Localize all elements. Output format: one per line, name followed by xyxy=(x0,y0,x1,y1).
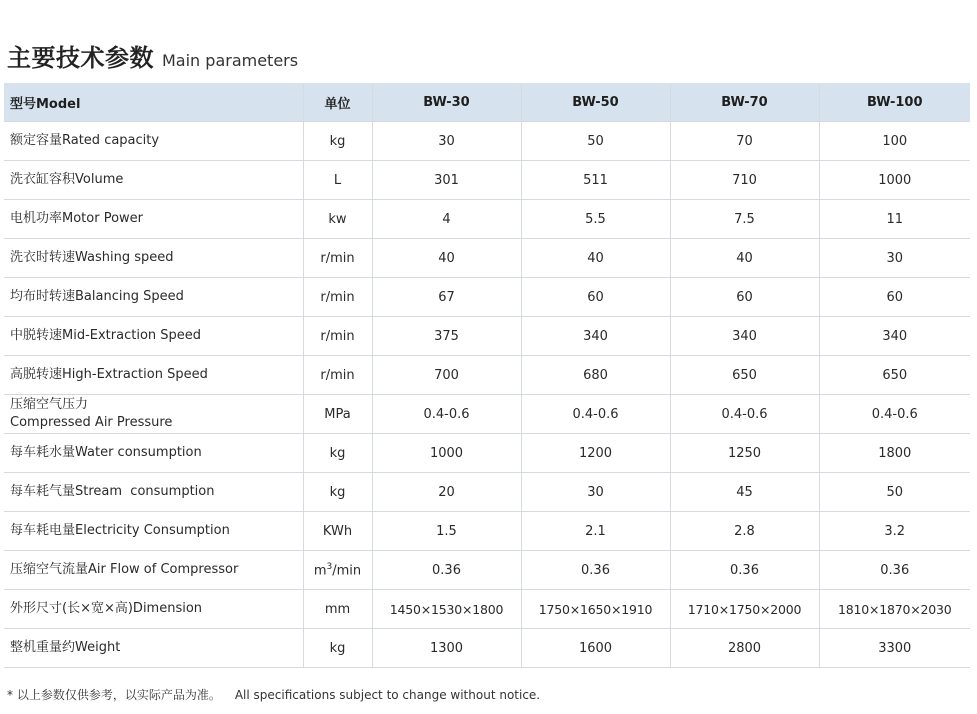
cell-value: 340 xyxy=(521,317,670,356)
cell-value: 20 xyxy=(372,473,521,512)
cell-value: 0.4-0.6 xyxy=(521,395,670,434)
table-row xyxy=(4,317,970,356)
table-row xyxy=(4,629,970,668)
header-unit: 单位 xyxy=(303,83,372,122)
cell-value: 30 xyxy=(521,473,670,512)
table-row xyxy=(4,278,970,317)
cell-value: 50 xyxy=(819,473,970,512)
cell-value: 1000 xyxy=(372,434,521,473)
table-row xyxy=(4,551,970,590)
row-unit: kg xyxy=(303,473,372,512)
footnote xyxy=(7,686,540,703)
cell-value: 0.36 xyxy=(372,551,521,590)
cell-value: 2.1 xyxy=(521,512,670,551)
row-unit: r/min xyxy=(303,356,372,395)
cell-value: 0.4-0.6 xyxy=(372,395,521,434)
table-row xyxy=(4,434,970,473)
cell-value: 1810×1870×2030 xyxy=(819,590,970,629)
row-label-steam-consumption: 每车耗气量Stream consumption xyxy=(4,473,303,512)
cell-value: 11 xyxy=(819,200,970,239)
unit-superscript: 3 xyxy=(326,561,333,572)
row-unit: kg xyxy=(303,122,372,161)
row-unit: r/min xyxy=(303,317,372,356)
row-label-high-extraction-speed: 高脱转速High-Extraction Speed xyxy=(4,356,303,395)
cell-value: 1750×1650×1910 xyxy=(521,590,670,629)
cell-value: 40 xyxy=(372,239,521,278)
cell-value: 2.8 xyxy=(670,512,819,551)
cell-value: 1300 xyxy=(372,629,521,668)
cell-value: 0.4-0.6 xyxy=(819,395,970,434)
table-row xyxy=(4,161,970,200)
header-model-bw50: BW-50 xyxy=(521,83,670,122)
cell-value: 340 xyxy=(819,317,970,356)
row-unit: KWh xyxy=(303,512,372,551)
row-unit xyxy=(303,551,372,590)
row-label-water-consumption: 每车耗水量Water consumption xyxy=(4,434,303,473)
table-row xyxy=(4,473,970,512)
table-row xyxy=(4,356,970,395)
row-unit: r/min xyxy=(303,239,372,278)
table-row xyxy=(4,200,970,239)
row-label-line-en: Compressed Air Pressure xyxy=(10,415,173,430)
cell-value: 60 xyxy=(819,278,970,317)
row-label-balancing-speed: 均布时转速Balancing Speed xyxy=(4,278,303,317)
footnote-english: All specifications subject to change without notice. xyxy=(234,688,541,702)
cell-value: 45 xyxy=(670,473,819,512)
row-label-weight: 整机重量约Weight xyxy=(4,629,303,668)
cell-value: 40 xyxy=(670,239,819,278)
cell-value: 60 xyxy=(521,278,670,317)
row-label-motor-power: 电机功率Motor Power xyxy=(4,200,303,239)
header-model: 型号Model xyxy=(4,83,303,122)
cell-value: 650 xyxy=(819,356,970,395)
cell-value: 5.5 xyxy=(521,200,670,239)
cell-value: 50 xyxy=(521,122,670,161)
row-unit: r/min xyxy=(303,278,372,317)
cell-value: 30 xyxy=(372,122,521,161)
row-unit: L xyxy=(303,161,372,200)
cell-value: 1250 xyxy=(670,434,819,473)
cell-value: 1800 xyxy=(819,434,970,473)
cell-value: 100 xyxy=(819,122,970,161)
header-model-bw30: BW-30 xyxy=(372,83,521,122)
cell-value: 650 xyxy=(670,356,819,395)
cell-value: 1.5 xyxy=(372,512,521,551)
cell-value: 0.36 xyxy=(670,551,819,590)
title-english: Main parameters xyxy=(162,51,299,70)
row-unit: MPa xyxy=(303,395,372,434)
cell-value: 1200 xyxy=(521,434,670,473)
row-label-rated-capacity: 额定容量Rated capacity xyxy=(4,122,303,161)
cell-value: 7.5 xyxy=(670,200,819,239)
row-unit: kg xyxy=(303,434,372,473)
parameters-table xyxy=(4,83,970,668)
cell-value: 40 xyxy=(521,239,670,278)
cell-value: 0.4-0.6 xyxy=(670,395,819,434)
table-row xyxy=(4,512,970,551)
cell-value: 0.36 xyxy=(521,551,670,590)
cell-value: 60 xyxy=(670,278,819,317)
table-header-row xyxy=(4,83,970,122)
cell-value: 511 xyxy=(521,161,670,200)
table-row xyxy=(4,239,970,278)
cell-value: 340 xyxy=(670,317,819,356)
cell-value: 1000 xyxy=(819,161,970,200)
cell-value: 1600 xyxy=(521,629,670,668)
unit-base: m xyxy=(313,563,327,579)
row-unit: kw xyxy=(303,200,372,239)
row-label-washing-speed: 洗衣时转速Washing speed xyxy=(4,239,303,278)
header-model-bw100: BW-100 xyxy=(819,83,970,122)
row-label-compressed-air-pressure xyxy=(4,395,303,434)
page-title xyxy=(7,38,298,72)
cell-value: 0.36 xyxy=(819,551,970,590)
row-label-electricity-consumption: 每车耗电量Electricity Consumption xyxy=(4,512,303,551)
row-label-volume: 洗衣缸容积Volume xyxy=(4,161,303,200)
table-row xyxy=(4,122,970,161)
title-chinese: 主要技术参数 xyxy=(7,44,154,72)
cell-value: 3300 xyxy=(819,629,970,668)
table-row xyxy=(4,395,970,434)
row-label-line-cn: 压缩空气压力 xyxy=(10,397,89,413)
cell-value: 680 xyxy=(521,356,670,395)
row-unit: kg xyxy=(303,629,372,668)
footnote-chinese: * 以上参数仅供参考，以实际产品为准。 xyxy=(7,688,221,702)
cell-value: 1450×1530×1800 xyxy=(372,590,521,629)
table-row xyxy=(4,590,970,629)
row-label-air-flow-of-compressor: 压缩空气流量Air Flow of Compressor xyxy=(4,551,303,590)
cell-value: 301 xyxy=(372,161,521,200)
cell-value: 4 xyxy=(372,200,521,239)
row-label-mid-extraction-speed: 中脱转速Mid-Extraction Speed xyxy=(4,317,303,356)
cell-value: 70 xyxy=(670,122,819,161)
cell-value: 3.2 xyxy=(819,512,970,551)
cell-value: 67 xyxy=(372,278,521,317)
cell-value: 700 xyxy=(372,356,521,395)
cell-value: 710 xyxy=(670,161,819,200)
cell-value: 1710×1750×2000 xyxy=(670,590,819,629)
header-model-bw70: BW-70 xyxy=(670,83,819,122)
cell-value: 2800 xyxy=(670,629,819,668)
unit-rest: /min xyxy=(332,563,362,579)
row-label-dimension: 外形尺寸(长×宽×高)Dimension xyxy=(4,590,303,629)
cell-value: 375 xyxy=(372,317,521,356)
row-unit: mm xyxy=(303,590,372,629)
cell-value: 30 xyxy=(819,239,970,278)
